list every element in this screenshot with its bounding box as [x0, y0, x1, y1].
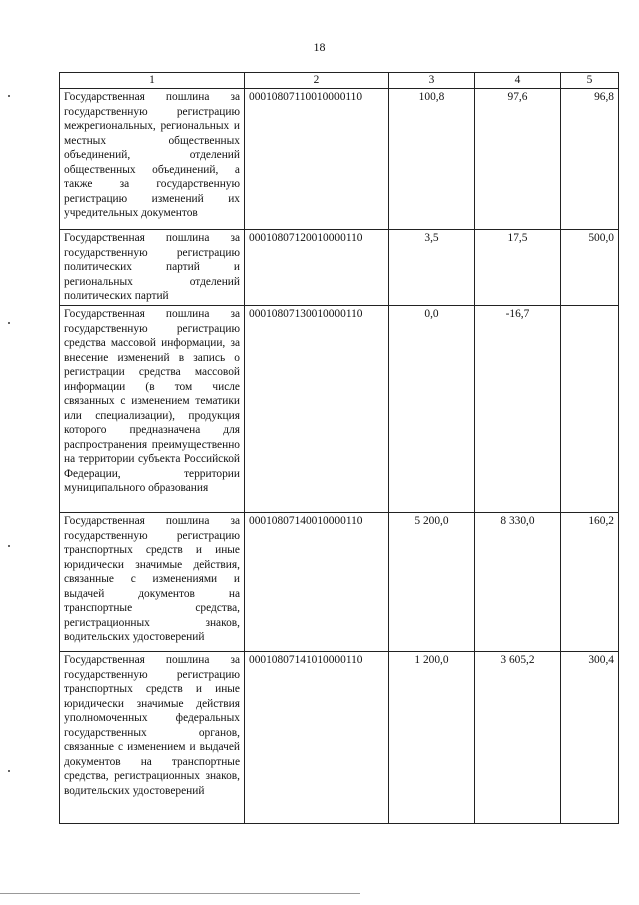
table-row	[60, 306, 619, 513]
row-description: Государственная пошлина за государственную регистрацию транспортных средств и иные юридически значимые действия уполномоченных федеральных государственных органов, связанные с изменением и выдачей документов на транспортные средства, регистрационных знаков, водительских удостоверений	[60, 652, 245, 824]
row-value-col4: -16,7	[475, 306, 561, 513]
column-header-5: 5	[561, 73, 619, 89]
scan-mark	[8, 95, 10, 97]
bottom-rule	[0, 893, 360, 894]
row-value-col4: 97,6	[475, 89, 561, 230]
row-value-col5: 96,8	[561, 89, 619, 230]
row-description: Государственная пошлина за государственную регистрацию межрегиональных, региональных и местных общественных объединений, отделений общественных объединений, а также за государственную регистрацию изменений их учредительных документов	[60, 89, 245, 230]
row-value-col3: 0,0	[389, 306, 475, 513]
row-description: Государственная пошлина за государственную регистрацию политических партий и региональных отделений политических партий	[60, 230, 245, 306]
row-value-col4: 8 330,0	[475, 513, 561, 652]
scan-mark	[8, 322, 10, 324]
row-code: 00010807110010000110	[245, 89, 389, 230]
row-code: 00010807141010000110	[245, 652, 389, 824]
revenue-table	[59, 72, 619, 824]
row-value-col5	[561, 306, 619, 513]
scan-mark	[8, 770, 10, 772]
row-code: 00010807120010000110	[245, 230, 389, 306]
row-value-col3: 3,5	[389, 230, 475, 306]
row-value-col5: 500,0	[561, 230, 619, 306]
column-header-3: 3	[389, 73, 475, 89]
row-description: Государственная пошлина за государственную регистрацию транспортных средств и иные юридически значимые действия, связанные с изменениями и выдачей документов на транспортные средства, регистрационных знаков, водительских удостоверений	[60, 513, 245, 652]
table-row	[60, 230, 619, 306]
page-number: 18	[313, 40, 326, 54]
scan-mark	[8, 545, 10, 547]
row-value-col3: 100,8	[389, 89, 475, 230]
row-value-col4: 17,5	[475, 230, 561, 306]
row-value-col3: 5 200,0	[389, 513, 475, 652]
row-value-col3: 1 200,0	[389, 652, 475, 824]
column-header-4: 4	[475, 73, 561, 89]
table-row	[60, 652, 619, 824]
row-code: 00010807130010000110	[245, 306, 389, 513]
row-description: Государственная пошлина за государственную регистрацию средства массовой информации, за внесение изменений в запись о регистрации средства массовой информации (в том числе связанных с изменением тематики или специализации), продукция которого предназначена для распространения преимущественно на территории субъекта Российской Федерации, территории муниципального образования	[60, 306, 245, 513]
column-header-1: 1	[60, 73, 245, 89]
header-row	[60, 73, 619, 89]
column-header-2: 2	[245, 73, 389, 89]
table-row	[60, 513, 619, 652]
row-value-col4: 3 605,2	[475, 652, 561, 824]
row-value-col5: 300,4	[561, 652, 619, 824]
table-row	[60, 89, 619, 230]
row-code: 00010807140010000110	[245, 513, 389, 652]
row-value-col5: 160,2	[561, 513, 619, 652]
